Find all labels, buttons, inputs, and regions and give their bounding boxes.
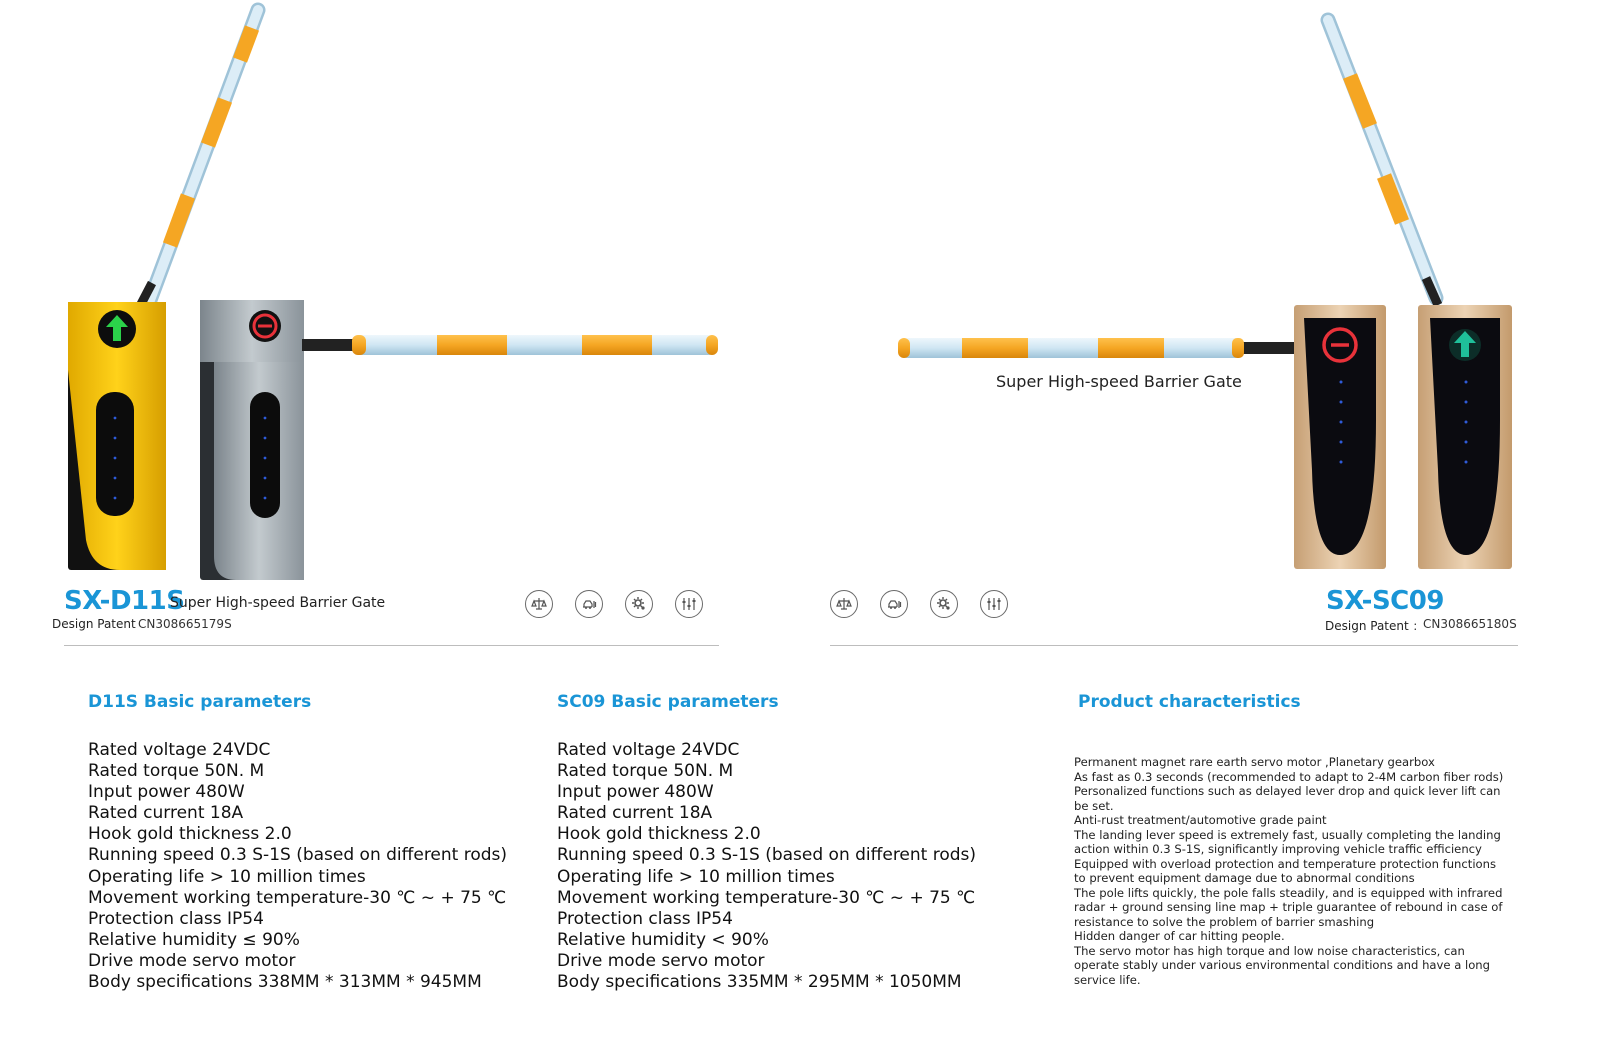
param-item: Running speed 0.3 S-1S (based on different rods)	[88, 845, 508, 866]
sc09-params-list	[557, 740, 976, 993]
param-item: Hook gold thickness 2.0	[557, 824, 761, 845]
balance-icon	[830, 590, 858, 618]
sc09-patent-number: CN308665180S	[1423, 617, 1517, 631]
param-item: Hook gold thickness 2.0	[88, 824, 292, 845]
left-divider	[64, 645, 719, 646]
sc09-caption: Super High-speed Barrier Gate	[996, 372, 1242, 391]
param-item: Relative humidity ≤ 90%	[88, 929, 300, 950]
car-sensor-icon	[880, 590, 908, 618]
d11s-product-image	[0, 0, 760, 590]
d11s-feature-icons	[525, 590, 703, 618]
param-item: Protection class IP54	[557, 908, 733, 929]
param-item: Drive mode servo motor	[88, 950, 296, 971]
champagne-gate-cabinet-2	[1418, 305, 1512, 569]
d11s-patent-label: Design Patent	[52, 617, 136, 631]
right-divider	[830, 645, 1518, 646]
param-item: Movement working temperature-30 ℃ ~ + 75 ℃	[557, 887, 976, 908]
d11s-params-list	[88, 740, 507, 993]
gear-icon	[625, 590, 653, 618]
param-item: Operating life > 10 million times	[557, 866, 835, 887]
champagne-gate-cabinet-1	[1294, 305, 1386, 569]
d11s-model-name: SX-D11S	[64, 586, 185, 616]
param-item: Rated voltage 24VDC	[557, 740, 740, 760]
param-item: Body specifications 338MM * 313MM * 945MM	[88, 972, 482, 993]
param-item: Drive mode servo motor	[557, 950, 765, 971]
yellow-gate-cabinet	[68, 302, 166, 570]
param-item: Input power 480W	[557, 782, 714, 803]
sc09-model-name: SX-SC09	[1326, 586, 1444, 616]
d11s-params-title: D11S Basic parameters	[88, 692, 312, 712]
param-item: Protection class IP54	[88, 908, 264, 929]
balance-icon	[525, 590, 553, 618]
param-item: Movement working temperature-30 ℃ ~ + 75 ℃	[88, 887, 507, 908]
silver-gate-cabinet	[200, 300, 304, 580]
sliders-icon	[980, 590, 1008, 618]
sc09-patent-label: Design Patent ：	[1325, 619, 1425, 633]
car-sensor-icon	[575, 590, 603, 618]
horizontal-boom-right	[898, 338, 1298, 358]
gear-icon	[930, 590, 958, 618]
param-item: Rated torque 50N. M	[88, 761, 265, 782]
d11s-patent-number: CN308665179S	[138, 617, 232, 631]
param-item: Running speed 0.3 S-1S (based on different rods)	[557, 845, 977, 866]
sc09-product-image	[880, 0, 1600, 590]
sc09-params-title: SC09 Basic parameters	[557, 692, 779, 712]
d11s-subtitle: Super High-speed Barrier Gate	[170, 595, 386, 611]
param-item: Rated voltage 24VDC	[88, 740, 271, 760]
param-item: Rated current 18A	[557, 803, 713, 824]
sliders-icon	[675, 590, 703, 618]
characteristics-title: Product characteristics	[1078, 692, 1301, 712]
characteristics-text: Permanent magnet rare earth servo motor ,Planetary gearbox As fast as 0.3 seconds (recommended to adapt to 2-4M carbon fiber rods) Personalized functions such as delayed lever drop and quick lever lift can be set. Anti-rust treatment/automotive grade paint The landing lever speed is extremely fast, usually completing the landing action within 0.3 S-1S, significantly improving vehicle traffic efficiency Equipped with overload protection and temperature protection functions to prevent equipment damage due to abnormal conditions The pole lifts quickly, the pole falls steadily, and is equipped with infrared radar + ground sensing line map + triple guarantee of rebound in case of resistance to solve the problem of barrier smashing Hidden danger of car hitting people. The servo motor has high torque and low noise characteristics, can operate stably under various environmental conditions and have a long service life.	[1074, 755, 1504, 987]
param-item: Relative humidity < 90%	[557, 929, 769, 950]
raised-boom-right	[1328, 20, 1438, 305]
param-item: Input power 480W	[88, 782, 245, 803]
param-item: Operating life > 10 million times	[88, 866, 366, 887]
param-item: Rated torque 50N. M	[557, 761, 734, 782]
raised-boom	[140, 10, 258, 306]
horizontal-boom	[302, 335, 718, 355]
sc09-feature-icons	[830, 590, 1008, 618]
param-item: Rated current 18A	[88, 803, 244, 824]
param-item: Body specifications 335MM * 295MM * 1050MM	[557, 972, 962, 993]
